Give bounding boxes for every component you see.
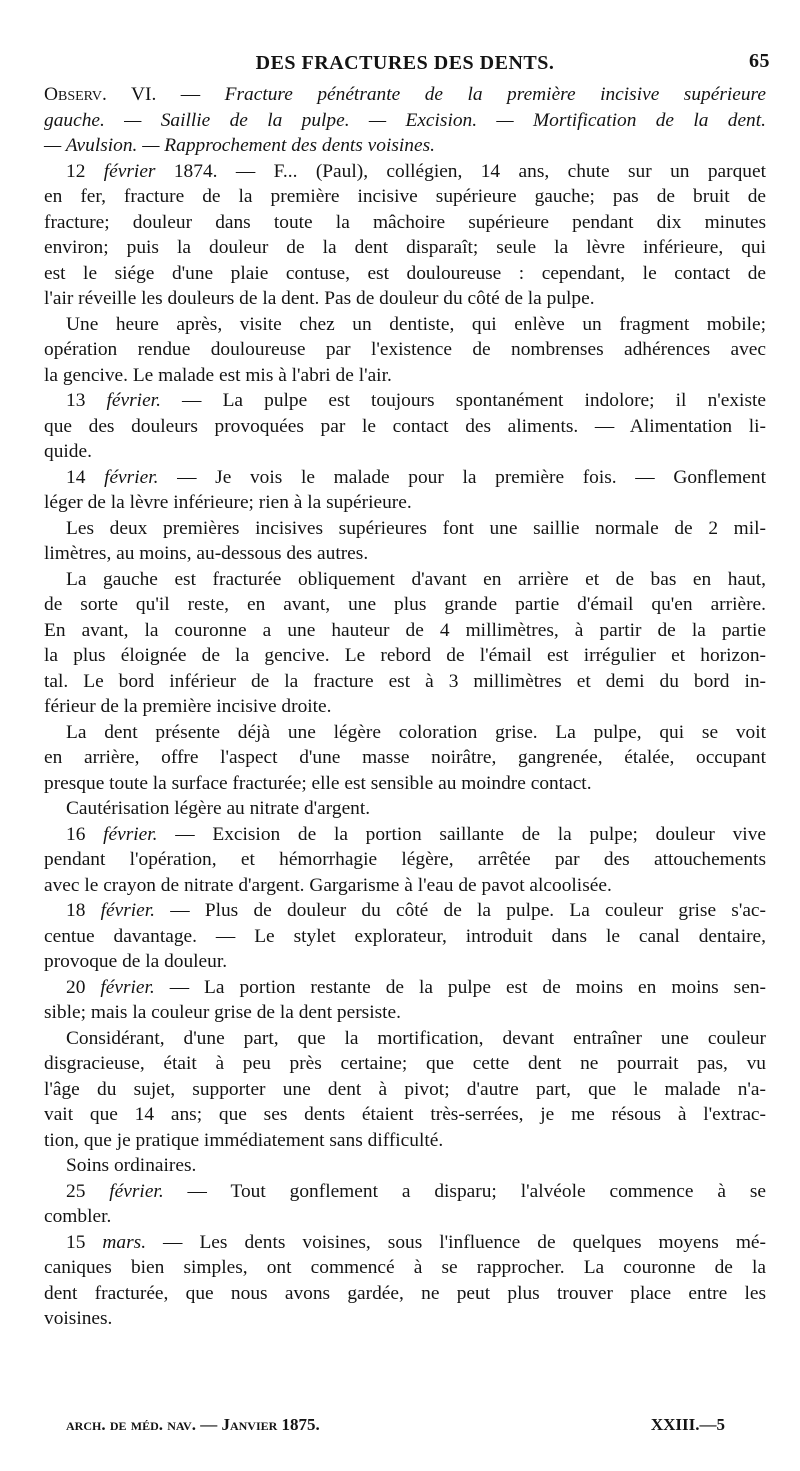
text-segment: — Excision de la portion saillante de la pulpe; douleur vive [157, 823, 766, 845]
text-line [44, 1306, 766, 1332]
text-segment: pendant l'opération, et hémorrhagie légère, arrêtée par des attouchements [44, 849, 766, 870]
signature-mark: XXIII.—5 [650, 1415, 725, 1434]
text-segment: La gauche est fracturée obliquement d'avant en arrière et de bas en haut, [66, 568, 766, 590]
page-number: 65 [749, 50, 770, 72]
text-line [44, 1153, 766, 1179]
text-line [44, 439, 766, 465]
text-line [44, 312, 766, 338]
text-line [44, 108, 766, 134]
text-segment: tion, que je pratique immédiatement sans difficulté. [44, 1129, 444, 1151]
journal-reference: arch. de méd. nav. — Janvier 1875. [66, 1415, 320, 1434]
text-line [44, 184, 766, 210]
text-line [44, 669, 766, 695]
text-segment: voisines. [44, 1308, 113, 1329]
text-line [44, 414, 766, 440]
text-line [44, 745, 766, 771]
text-segment: presque toute la surface fracturée; elle est sensible au moindre contact. [44, 772, 592, 794]
text-segment: 18 [66, 900, 101, 921]
text-segment: provoque de la douleur. [44, 951, 228, 972]
text-segment: tal. Le bord inférieur de la fracture est à 3 millimètres et demi du bord in- [44, 670, 766, 692]
text-segment: 20 [66, 976, 101, 998]
text-segment: Observ. VI. [44, 84, 157, 105]
text-segment: centue davantage. — Le stylet explorateur, introduit dans le canal dentaire, [44, 925, 766, 947]
text-line [44, 261, 766, 287]
text-line [44, 210, 766, 236]
italic-segment: février. [100, 900, 155, 921]
text-segment: environ; puis la douleur de la dent disparaît; seule la lèvre inférieure, qui [44, 237, 766, 258]
text-segment: quide. [44, 441, 92, 462]
text-line [44, 975, 766, 1001]
text-line [44, 541, 766, 567]
text-line [44, 924, 766, 950]
text-line [44, 1230, 766, 1256]
text-segment: Cautérisation légère au nitrate d'argent. [66, 798, 371, 819]
text-segment: — [156, 84, 225, 105]
italic-segment: Fracture pénétrante de la première incisive supérieure [224, 84, 766, 105]
text-segment: La dent présente déjà une légère coloration grise. La pulpe, qui se voit [66, 721, 766, 743]
italic-segment: — Avulsion. — Rapprochement des dents voisines. [44, 135, 436, 156]
text-segment: vait que 14 ans; que ses dents étaient très-serrées, je me résous à l'extrac- [44, 1104, 766, 1125]
text-segment: sible; mais la couleur grise de la dent persiste. [44, 1002, 402, 1023]
observation-text [44, 82, 766, 1332]
text-segment: l'âge du sujet, supporter une dent à pivot; d'autre part, que le malade n'a- [44, 1078, 766, 1100]
text-line [44, 363, 766, 389]
text-segment: caniques bien simples, ont commencé à se rapprocher. La couronne de la [44, 1257, 766, 1278]
text-line [44, 337, 766, 363]
italic-segment: février. [106, 390, 161, 411]
text-segment: En avant, la couronne a une hauteur de 4 millimètres, à partir de la partie [44, 619, 766, 641]
italic-segment: février. [100, 976, 155, 998]
text-segment: 13 [66, 390, 107, 411]
text-segment: 25 [66, 1180, 110, 1202]
text-line [44, 235, 766, 261]
text-line [44, 1077, 766, 1103]
text-segment: — Les dents voisines, sous l'influence de quelques moyens mé- [146, 1231, 766, 1253]
text-line [44, 490, 766, 516]
page [44, 48, 770, 1332]
text-line [44, 286, 766, 312]
text-line [44, 1281, 766, 1307]
text-line [44, 1255, 766, 1281]
text-segment: l'air réveille les douleurs de la dent. Pas de douleur du côté de la pulpe. [44, 288, 595, 309]
text-segment: 1874. — F... (Paul), collégien, 14 ans, chute sur un parquet [155, 160, 766, 182]
text-line [44, 771, 766, 797]
text-line [44, 618, 766, 644]
text-line [44, 1051, 766, 1077]
text-segment: avec le crayon de nitrate d'argent. Gargarisme à l'eau de pavot alcoolisée. [44, 874, 612, 896]
text-segment: 12 [66, 160, 104, 182]
text-segment: 14 [66, 466, 105, 488]
text-line [44, 592, 766, 618]
text-segment: en fer, fracture de la première incisive supérieure gauche; pas de bruit de [44, 186, 766, 207]
text-segment: férieur de la première incisive droite. [44, 696, 332, 717]
italic-segment: février. [103, 823, 158, 845]
text-segment: de sorte qu'il reste, en avant, une plus grande partie d'émail qu'en arrière. [44, 594, 766, 615]
text-line [44, 873, 766, 899]
text-segment: Considérant, d'une part, que la mortification, devant entraîner une couleur [66, 1027, 766, 1049]
text-line [44, 1128, 766, 1154]
text-line [44, 1026, 766, 1052]
text-line [44, 949, 766, 975]
italic-segment: février [103, 160, 156, 182]
text-line [44, 133, 766, 159]
text-segment: fracture; douleur dans toute la mâchoire supérieure pendant dix minutes [44, 211, 766, 233]
text-segment: — La portion restante de la pulpe est de moins en moins sen- [154, 976, 766, 998]
text-line [44, 1102, 766, 1128]
text-segment: 16 [66, 823, 104, 845]
text-line [44, 1179, 766, 1205]
text-segment: est le siége d'une plaie contuse, est douloureuse : cependant, le contact de [44, 262, 766, 284]
text-segment: Soins ordinaires. [66, 1155, 197, 1176]
text-line [44, 516, 766, 542]
text-line [44, 643, 766, 669]
text-segment: 15 [66, 1231, 103, 1253]
text-line [44, 720, 766, 746]
text-segment: — La pulpe est toujours spontanément indolore; il n'existe [160, 390, 766, 411]
running-head [44, 48, 770, 82]
text-line [44, 898, 766, 924]
text-line [44, 1000, 766, 1026]
text-line [44, 694, 766, 720]
italic-segment: mars. [102, 1231, 147, 1253]
text-line [44, 465, 766, 491]
text-segment: opération rendue douloureuse par l'existence de nombrenses adhérences avec [44, 339, 766, 360]
text-line [44, 796, 766, 822]
text-segment: léger de la lèvre inférieure; rien à la supérieure. [44, 492, 412, 513]
text-segment: la plus éloignée de la gencive. Le rebord de l'émail est irrégulier et horizon- [44, 645, 766, 666]
italic-segment: gauche. — Saillie de la pulpe. — Excision. — Mortification de la dent. [44, 109, 766, 131]
text-segment: en arrière, offre l'aspect d'une masse noirâtre, gangrenée, étalée, occupant [44, 747, 766, 768]
text-segment: la gencive. Le malade est mis à l'abri de l'air. [44, 364, 392, 386]
text-line [44, 388, 766, 414]
italic-segment: février. [104, 466, 159, 488]
page-title: DES FRACTURES DES DENTS. [255, 52, 555, 74]
text-segment: Les deux premières incisives supérieures font une saillie normale de 2 mil- [66, 517, 766, 539]
text-segment: — Plus de douleur du côté de la pulpe. La couleur grise s'ac- [155, 900, 766, 921]
text-line [44, 822, 766, 848]
text-segment: limètres, au moins, au-dessous des autres. [44, 543, 369, 564]
text-line [44, 1204, 766, 1230]
text-line [44, 82, 766, 108]
text-segment: que des douleurs provoquées par le contact des aliments. — Alimentation li- [44, 415, 766, 437]
text-segment: dent fracturée, que nous avons gardée, ne peut plus trouver place entre les [44, 1282, 766, 1304]
text-segment: — Tout gonflement a disparu; l'alvéole commence à se [163, 1180, 766, 1202]
text-segment: — Je vois le malade pour la première fois. — Gonflement [158, 466, 766, 488]
text-segment: Une heure après, visite chez un dentiste, qui enlève un fragment mobile; [66, 313, 766, 335]
text-segment: disgracieuse, était à peu près certaine; que cette dent ne pourrait pas, vu [44, 1053, 766, 1074]
italic-segment: février. [109, 1180, 164, 1202]
text-line [44, 567, 766, 593]
text-line [44, 847, 766, 873]
text-segment: combler. [44, 1206, 112, 1227]
text-line [44, 159, 766, 185]
